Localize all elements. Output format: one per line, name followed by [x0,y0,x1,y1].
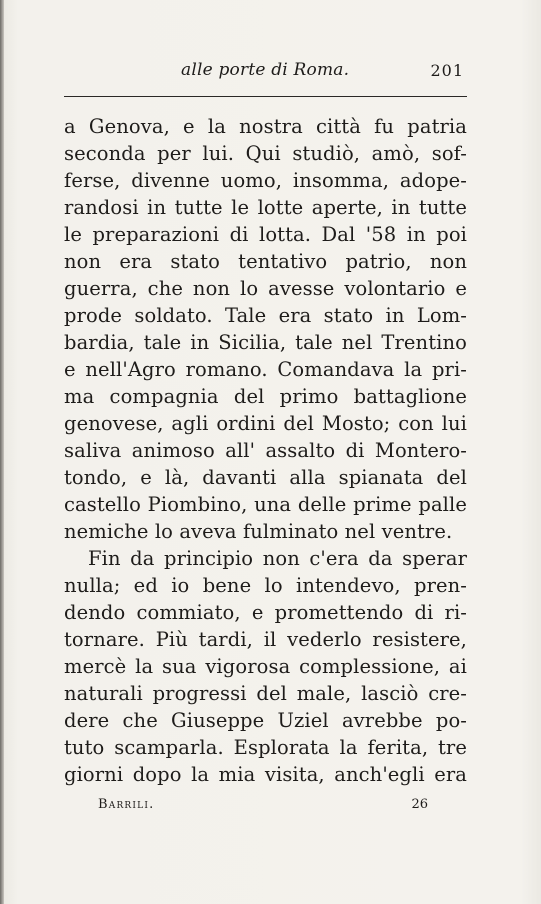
signature-mark: Barrili. [98,797,155,812]
text-line: seconda per lui. Qui studiò, amò, sof- [64,142,467,165]
text-line: dere che Giuseppe Uziel avrebbe po- [64,709,467,732]
text-line: giorni dopo la mia visita, anch'egli era [64,763,467,786]
text-line: prode soldato. Tale era stato in Lom- [64,304,467,327]
page-spine-shadow [0,0,4,904]
text-line: guerra, che non lo avesse volontario e [64,277,467,300]
text-line: non era stato tentativo patrio, non [64,250,467,273]
text-line: e nell'Agro romano. Comandava la pri- [64,358,467,381]
body-text [64,113,467,788]
page-number: 201 [430,61,464,80]
text-line: randosi in tutte le lotte aperte, in tutte [64,196,467,219]
running-head [64,58,464,84]
text-line: nemiche lo aveva fulminato nel ventre. [64,520,453,543]
text-line: bardia, tale in Sicilia, tale nel Trentino [64,331,467,354]
text-line: a Genova, e la nostra città fu patria [64,115,467,138]
running-head-title: alle porte di Roma. [181,60,350,80]
text-line: castello Piombino, una delle prime palle [64,493,467,516]
text-line: mercè la sua vigorosa complessione, ai [64,655,467,678]
text-line: le preparazioni di lotta. Dal '58 in poi [64,223,467,246]
text-line: naturali progressi del male, lasciò cre- [64,682,467,705]
text-line: genovese, agli ordini del Mosto; con lui [64,412,467,435]
text-line: dendo commiato, e promettendo di ri- [64,601,467,624]
page-footer [98,797,428,817]
text-line: saliva animoso all' assalto di Montero- [64,439,467,462]
text-line: tornare. Più tardi, il vederlo resistere, [64,628,467,651]
text-line: ferse, divenne uomo, insomma, adope- [64,169,467,192]
text-line: Fin da principio non c'era da sperar [88,547,467,570]
text-line: nulla; ed io bene lo intendevo, pren- [64,574,467,597]
signature-number: 26 [411,797,428,812]
text-line: tuto scamparla. Esplorata la ferita, tre [64,736,467,759]
text-line: ma compagnia del primo battaglione [64,385,467,408]
text-line: tondo, e là, davanti alla spianata del [64,466,467,489]
header-rule [64,96,467,97]
